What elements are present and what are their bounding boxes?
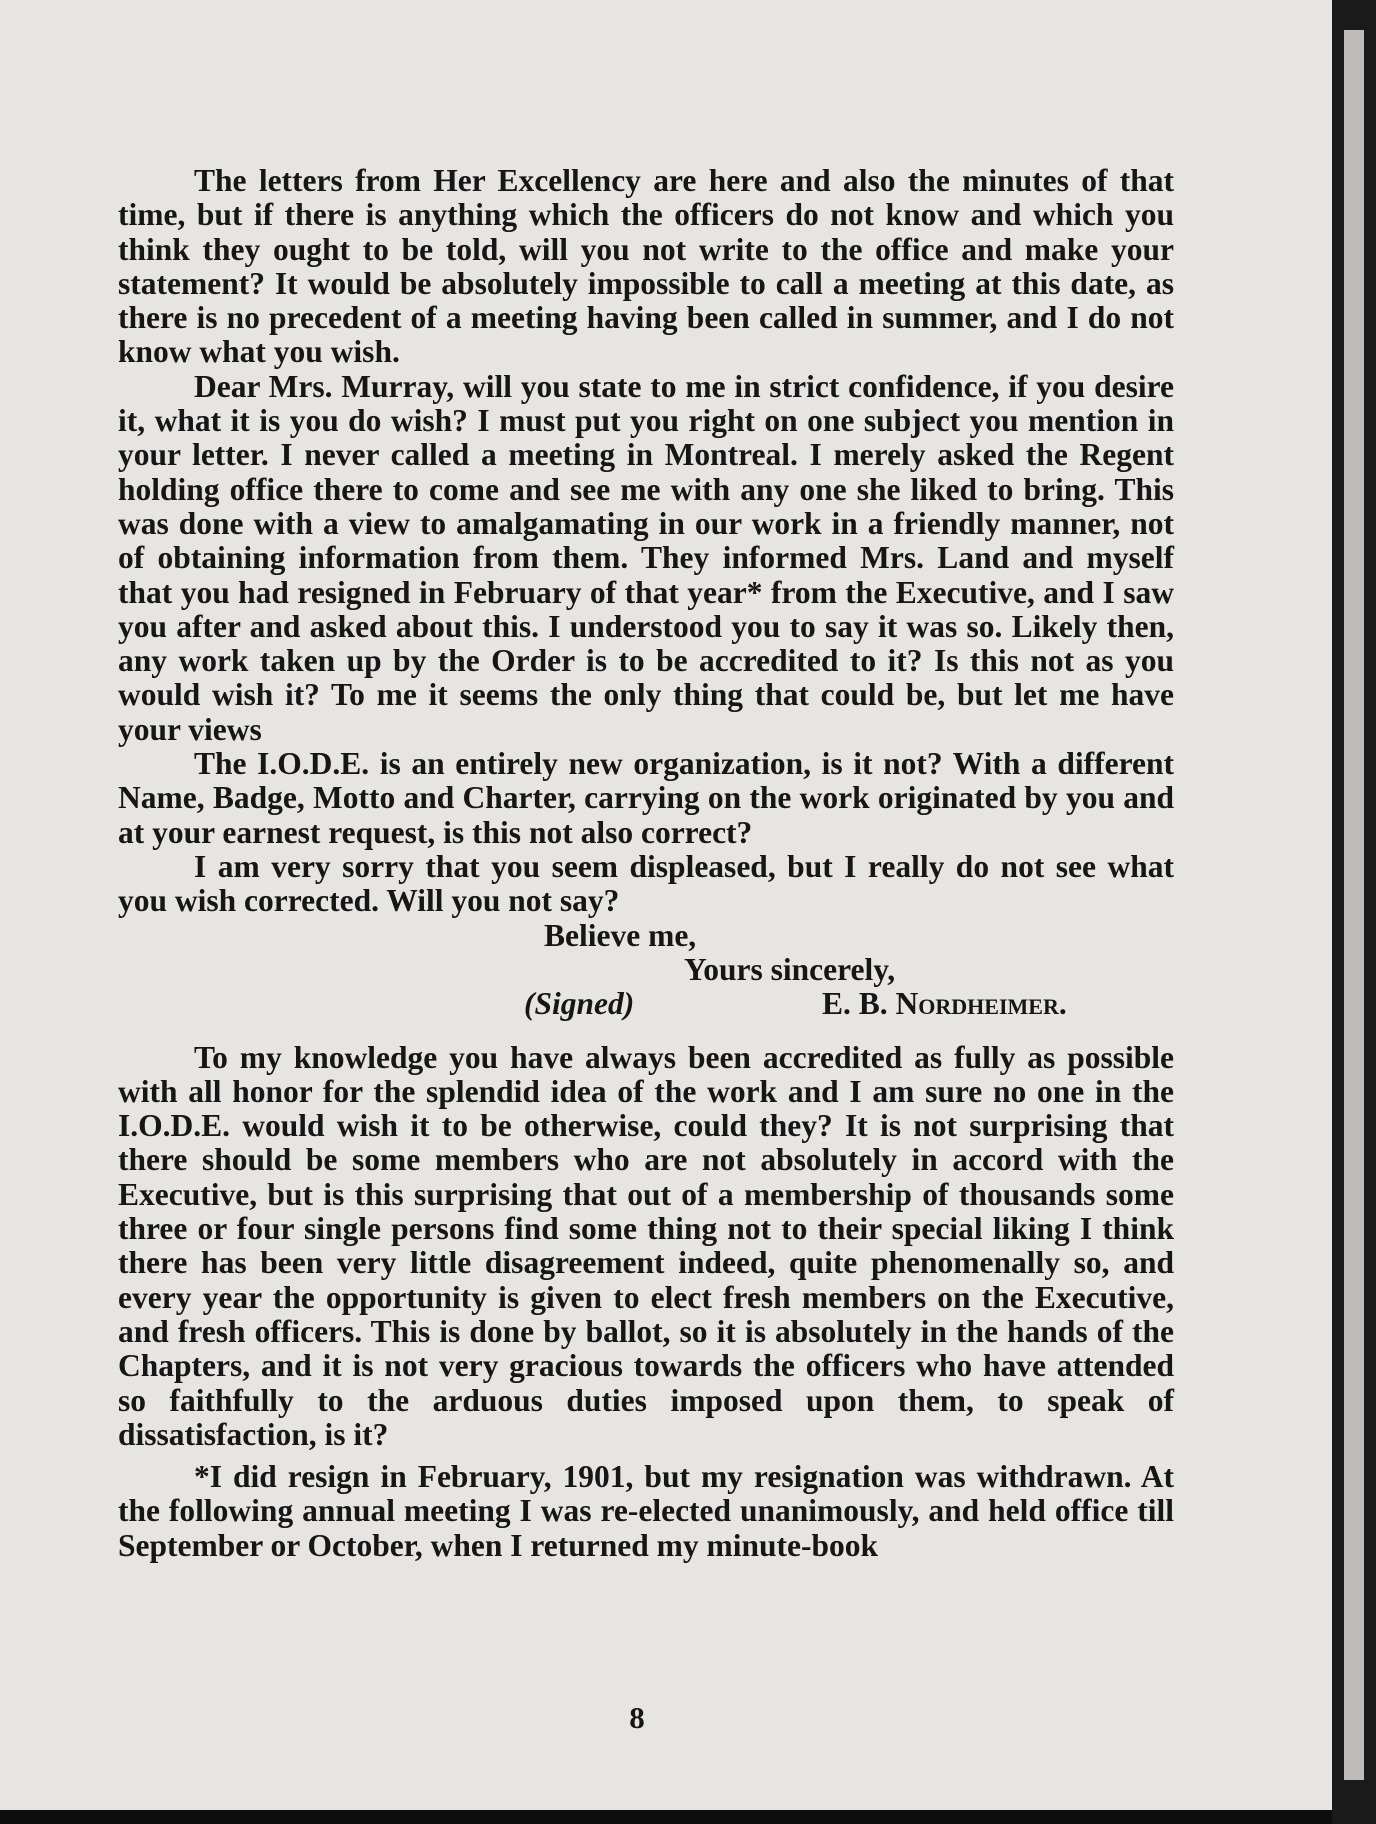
paragraph-dear-mrs-murray: Dear Mrs. Murray, will you state to me in strict confidence, if you desire it, what it is you do wish? I must put you right on one subject you mention in your letter. I never called a meeting in Montreal. I merely asked the Regent holding office there to come and see me with any one she liked to bring. This was done with a view to amalgamating in our work in a friendly manner, not of obtaining information from them. They informed Mrs. Land and myself that you had resigned in February of that year* from the Executive, and I saw you after and asked about this. I understood you to say it was so. Likely then, any work taken up by the Order is to be accredited to it? Is this not as you would wish it? To me it seems the only thing that could be, but let me have your views [118,368,1174,747]
paragraph-letters: The letters from Her Excellency are here and also the minutes of that time, but if there is anything which the officers do not know and which you think they ought to be told, will you not write to the office and make your statement? It would be absolutely impossible to call a meeting at this date, as there is no precedent of a meeting having been called in summer, and I do not know what you wish. [118,163,1174,370]
letter-closing [118,919,1174,1023]
closing-signed: (Signed) [524,985,635,1021]
paragraph-sorry: I am very sorry that you seem displeased, but I really do not see what you wish corrected. Will you not say? [118,848,1174,919]
page-body [118,164,1174,1563]
paragraph-iode-organization: The I.O.D.E. is an entirely new organization, is it not? With a different Name, Badge, Motto and Charter, carrying on the work originated by you and at your earnest request, is this not also correct? [118,746,1174,850]
page-number: 8 [629,1700,645,1735]
closing-yours: Yours sincerely, [684,951,896,987]
paragraph-commentary: To my knowledge you have always been accredited as fully as possible with all honor for the splendid idea of the work and I am sure no one in the I.O.D.E. would wish it to be otherwise, could they? It is not surprising that there should be some members who are not absolutely in accord with the Executive, but is this surprising that out of a membership of thousands some three or four single persons find some thing not to their special liking I think there has been very little disagreement indeed, quite phenomenally so, and every year the opportunity is given to elect fresh members on the Executive, and fresh officers. This is done by ballot, so it is absolutely in the hands of the Chapters, and it is not very gracious towards the officers who have attended so faithfully to the arduous duties imposed upon them, to speak of dissatisfaction, is it? [118,1039,1174,1452]
book-spine [1332,0,1376,1824]
next-page-edge [1344,30,1364,1780]
footnote: *I did resign in February, 1901, but my resignation was withdrawn. At the following annual meeting I was re-elected unanimously, and held office till September or October, when I returned my minute-book [118,1459,1174,1563]
closing-believe: Believe me, [544,917,697,953]
signer-name: E. B. Nordheimer. [822,985,1067,1021]
